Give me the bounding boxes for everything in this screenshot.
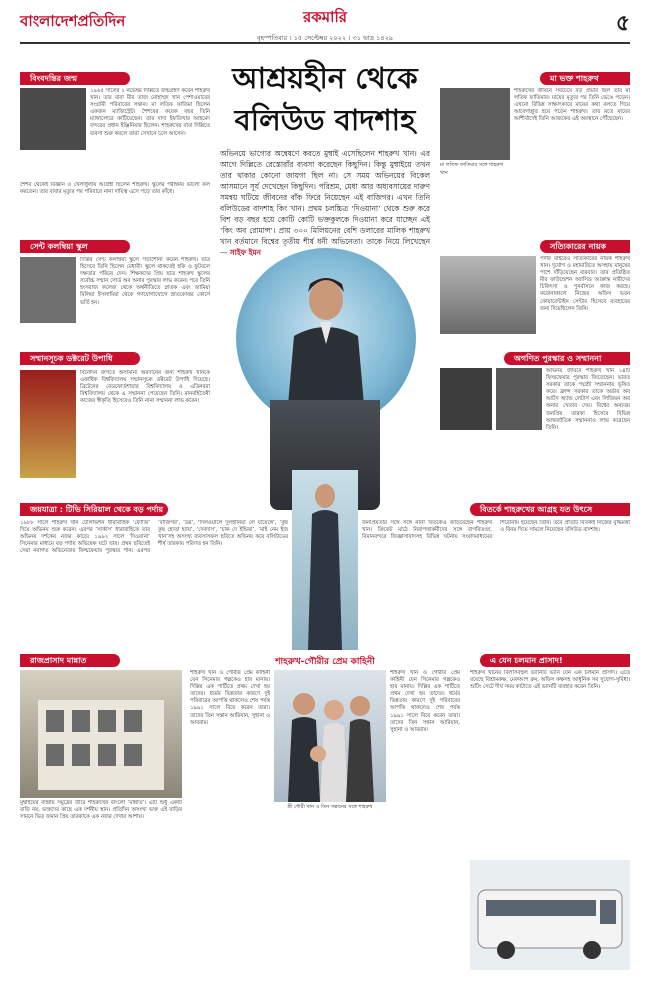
standing-photo (292, 470, 358, 650)
childhood-photo (20, 88, 86, 150)
section-header-awards: অগণিত পুরস্কার ও সম্মাননা (504, 352, 630, 365)
section-header-journey: জয়যাত্রা : টিভি সিরিয়াল থেকে বড় পর্দায় (20, 503, 168, 516)
section-header-birth: বিংবদন্তির জন্ম (20, 72, 130, 85)
awards-text: অভিনয় জীবনে শাহরুখ খান ১৪টি ফিল্মফেয়ার পুরস্কার জিতেছেন। ভারত সরকার তাকে পদ্মশ্রী সম্মাননায় ভূষিত করে। ফ্রান্স সরকার তাকে অর্ডার অব আর্টস অ্যান্ড লেটার্স এবং লিজিয়ন অব অনার খেতাব দেয়। বিশ্বের অন্যতম জনপ্রিয় তারকা হিসেবে বিভিন্ন আন্তর্জাতিক সম্মাননাও লাভ করেছেন তিনি। (546, 368, 630, 431)
doctorate-photo (20, 370, 76, 478)
birth-more-text: শৈশব থেকেই বিজ্ঞান ও খেলাধুলায় আগ্রহী ছিলেন শাহরুখ। স্কুলের পরীক্ষায় ভালো ফল করতেন। তার বাবার মৃত্যুর পর পরিবারে নানা দায়িত্ব এসে পড়ে তার কাঁধে। (20, 182, 210, 196)
standing-figure (292, 470, 358, 650)
mannat-building (20, 670, 182, 798)
award-photo-2 (496, 368, 542, 430)
controversy-text: জনপ্রিয়তার সঙ্গে সঙ্গে নানা বিতর্কেও জড়িয়েছেন শাহরুখ খান। ক্রিকেট মাঠে নিরাপত্তাকর্মীদের সঙ্গে বাগবিতণ্ডা, বিমানবন্দরে জিজ্ঞাসাবাদসহ বিভিন্ন ঘটনায় সংবাদমাধ্যমের শিরোনাম হয়েছেন তিনি। তবে প্রতিটি বিতর্কই নিজের বুদ্ধিমত্তা ও বিনয় দিয়ে সামলে নিয়েছেন বলিউড বাদশাহ। (362, 520, 630, 541)
school-text: দিল্লির সেন্ট কলম্বিয়া স্কুলে পড়াশোনা করেন শাহরুখ। ছাত্র হিসেবে তিনি ছিলেন মেধাবী। স্কুলে থাকতেই হকি ও ফুটবলে দক্ষতার পরিচয় দেন। শিক্ষকদের প্রিয় ছাত্র শাহরুখ স্কুলের সর্বোচ্চ সম্মান সোর্ড অব অনার পুরস্কার লাভ করেন। পরে তিনি হংসরাজ কলেজ থেকে অর্থনীতিতে স্নাতক এবং জামিয়া মিলিয়া ইসলামিয়া থেকে গণযোগাযোগে স্নাতকোত্তর কোর্সে ভর্তি হন। (80, 257, 210, 306)
award-photo-1 (440, 368, 492, 430)
love-text: শাহরুখ খান ও গৌরীর প্রেম কাহিনী যেন সিনেমার গল্পকেও হার মানায়। দিল্লির এক পার্টিতে প্রথম দেখা হয় তাদের। ধর্মের ভিন্নতার কারণে দুই পরিবারের আপত্তি থাকলেও শেষ পর্যন্ত ১৯৯১ সালে বিয়ে করেন তারা। তাদের তিন সন্তান আরিয়ান, সুহানা ও আবরাম। (190, 670, 270, 726)
mother-text: শাহরুখের জীবনে সবচেয়ে বড় প্রভাব ছিল তার মা লতিফ ফাতিমার। মায়ের মৃত্যুর পর তিনি ভেঙে পড়েন। এখনো বিভিন্ন সাক্ষাৎকারে মায়ের কথা বলতে গিয়ে আবেগাপ্লুত হয়ে পড়েন শাহরুখ। তার মতে মায়ের আশীর্বাদেই তিনি আজকের এই অবস্থানে পৌঁছেছেন। (514, 88, 630, 123)
crowd-photo (440, 256, 536, 334)
family-figures (274, 670, 386, 802)
section-header-palace: এ যেন চলমান প্রাসাদ! (480, 654, 630, 667)
mother-photo (440, 88, 510, 160)
birth-text: ১৯৬৫ সালের ২ নভেম্বর দিল্লিতে জন্মগ্রহণ করেন শাহরুখ খান। তার বাবা মীর তাজ মোহাম্মদ খান পেশাওয়ারের সংগ্রামী পরিবারের সন্তান। মা লতিফ ফাতিমা ছিলেন একজন ম্যাজিস্ট্রেট। শৈশবের কয়েক বছর তিনি ম্যাঙ্গালোরে কাটিয়েছেন। তার দাদা ইফতিখার আহমেদ বন্দরের প্রধান ইঞ্জিনিয়ার ছিলেন। শাহরুখের বাবা দিল্লিতে ব্যবসা শুরু করলে তারা সেখানে চলে আসেন। (90, 88, 210, 137)
section-header-mannat: রাজপ্রাসাদ মান্নাত (20, 654, 120, 667)
section-header-love: শাহরুখ-গৌরীর প্রেম কাহিনী (275, 657, 375, 667)
section-header-mother: মা ভক্ত শাহরুখ (540, 72, 630, 85)
section-header-hero: সত্যিকারের নায়ক (540, 240, 630, 253)
family-photo (274, 670, 386, 802)
honor-text: বিনোদন জগতে অসামান্য অবদানের জন্য শাহরুখ খানকে একাধিক বিশ্ববিদ্যালয় সম্মানসূচক ডক্টরেট উপাধি দিয়েছে। ব্রিটেনের বেডফোর্ডশায়ার বিশ্ববিদ্যালয় ও এডিনবরা বিশ্ববিদ্যালয় থেকে এ সম্মাননা পেয়েছেন তিনি। মানবহিতৈষী কাজের স্বীকৃতি হিসেবেও তিনি নানা সম্মাননা লাভ করেন। (80, 370, 210, 405)
masthead-rule (20, 42, 630, 44)
vanity-van-photo (470, 860, 630, 970)
section-title: রকমারি (303, 8, 347, 26)
author-name: সাইফ ইমন (229, 248, 261, 257)
newspaper-logo: বাংলাদেশপ্রতিদিন (20, 12, 126, 30)
page-number: ৫ (615, 10, 630, 36)
headline-line1: আশ্রয়হীন থেকে (232, 61, 418, 95)
palace-text: শাহরুখ খানের বিলাসবহুল ভ্যানিটি ভ্যান যেন এক চলমান প্রাসাদ। এতে রয়েছে বিশ্রামকক্ষ, মেকআপ রুম, অফিস কক্ষসহ আধুনিক সব সুযোগ-সুবিধা। শুটিং সেটে দীর্ঘ সময় কাটাতে এই ভ্যানটি ব্যবহার করেন তিনি। (470, 670, 630, 691)
family-caption: স্ত্রী গৌরী খান ও তিন সন্তানের সঙ্গে শাহরুখ (287, 804, 373, 810)
section-header-controversy: বিতর্কে শাহরুখের আগ্রহ যত উৎসে (470, 503, 630, 516)
hero-text: পর্দার বাইরেও সত্যিকারের নায়ক শাহরুখ খান। দুর্যোগ ও মহামারিতে অসহায় মানুষের পাশে দাঁড়িয়েছেন বারবার। তার প্রতিষ্ঠিত মীর ফাউন্ডেশন অ্যাসিড আক্রান্ত নারীদের চিকিৎসা ও পুনর্বাসনে কাজ করছে। করোনাকালে নিজের অফিস ভবন কোয়ারেন্টাইন সেন্টার হিসেবে ব্যবহারের জন্য দিয়েছিলেন তিনি। (540, 256, 630, 312)
masthead-center (0, 6, 650, 44)
section-header-school: সেন্ট কলম্বিয়া স্কুল (20, 240, 130, 253)
section-header-honor: সম্মানসূচক ডক্টরেট উপাধি (20, 352, 140, 365)
mannat-photo (20, 670, 182, 798)
school-photo (20, 257, 76, 323)
mannat-text: মুম্বাইয়ের বান্দ্রায় সমুদ্রের তীরে শাহরুখের বাংলো ‘মান্নাত’। এটি শুধু একটি বাড়ি নয়, ভক্তদের কাছে এক দর্শনীয় স্থান। প্রতিদিন অসংখ্য ভক্ত এই বাড়ির সামনে ভিড় জমান প্রিয় তারকাকে এক নজর দেখার আশায়। (20, 800, 182, 821)
journey-text: ১৯৮৮ সালে শাহরুখ খান টেলিভিশন ধারাবাহিক ‘ফৌজি’ দিয়ে অভিনয় শুরু করেন। এরপর ‘সার্কাস’ ধারাবাহিকে তার অভিনয় দর্শকের নজর কাড়ে। ১৯৯২ সালে ‘দিওয়ানা’ সিনেমার মাধ্যমে বড় পর্দায় অভিষেক ঘটে তার। প্রথম ছবিতেই সেরা নবাগত অভিনেতার ফিল্মফেয়ার পুরস্কার পান। এরপর ‘বাজিগর’, ‘ডর’, ‘দিলওয়ালে দুলহানিয়া লে যায়েঙ্গে’, ‘কুছ কুছ হোতা হ্যায়’, ‘দেবদাস’, ‘চাক দে ইন্ডিয়া’, ‘মাই নেম ইজ খান’সহ অসংখ্য ব্যবসাসফল ছবিতে অভিনয় করে বলিউডের শীর্ষ তারকায় পরিণত হন তিনি। (20, 520, 288, 555)
mother-caption: মা লতিফ ফাতিমার সঙ্গে শাহরুখ খান (440, 162, 504, 176)
love-text-right: শাহরুখ খান ও গৌরীর প্রেম কাহিনী যেন সিনেমার গল্পকেও হার মানায়। দিল্লির এক পার্টিতে প্রথম দেখা হয় তাদের। ধর্মের ভিন্নতার কারণে দুই পরিবারের আপত্তি থাকলেও শেষ পর্যন্ত ১৯৯১ সালে বিয়ে করেন তারা। তাদের তিন সন্তান আরিয়ান, সুহানা ও আবরাম। (390, 670, 460, 733)
headline-line2: বলিউড বাদশাহ (234, 103, 416, 137)
issue-date: বৃহস্পতিবার । ১৫ সেপ্টেম্বর ২০২২ । ৩১ ভাদ্র ১৪২৯ (256, 34, 394, 42)
vanity-van-icon (470, 860, 630, 970)
intro-text: অভিনয়ে ভাগ্যের অন্বেষণে করতে মুম্বাই এসেছিলেন শাহরুখ খান। এর আগে দিল্লিতে রেস্তোরাঁর ব্যবসা করেছেন কিছুদিন। কিন্তু মুম্বাইয়ে তখন তার থাকার কোনো জায়গা ছিল না। সে সময় অভিনয়ের বিকেল আসমানে সূর্য দেখেছেন কিছুদিন। পরিশ্রম, মেধা আর অধ্যবসায়ের দারুণ সমন্বয় ঘটিয়ে জীবনের বাঁক ফিরে নিয়েছেন এই বাজিগর। এখন তিনি বলিউডের বাদশাহ কিং খান। প্রথম চলচ্চিত্র ‘দিওয়ানা’ থেকে শুরু করে বিশ বড় বছর হয়ে কোটি কোটি ভক্তকুলকে দিওয়ানা করে যাচ্ছেন এই ‘কিং অব রোমান্স’। প্রায় ৩০০ মিলিয়নের বেশি ডলারের মালিক শাহরুখ খান বর্তমানে বিশ্বের তৃতীয় শীর্ষ ধনী অভিনেতা। তাকে নিয়ে লিখেছেন — সাইফ ইমন (220, 149, 430, 257)
